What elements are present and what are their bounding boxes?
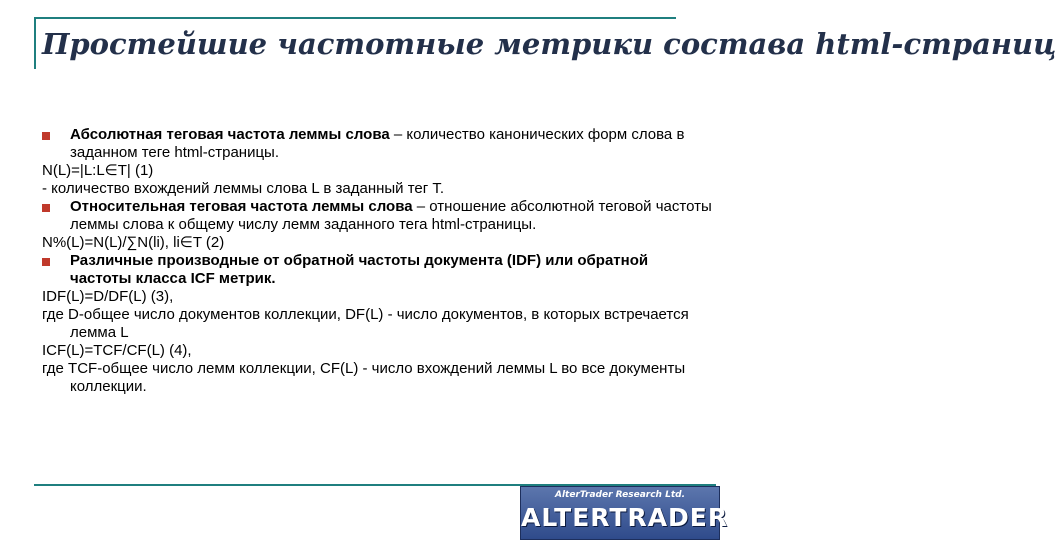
bullet-item [42, 198, 712, 234]
formula-4-explanation: где TCF-общее число лемм коллекции, CF(L) - число вхождений леммы L во все документы коллекции. [42, 360, 686, 395]
bullet-square-icon [42, 258, 50, 266]
bullet-square-icon [42, 132, 50, 140]
altertrader-logo [520, 486, 729, 540]
formula-1: N(L)=|L:L∈T| (1) [42, 162, 154, 179]
bullet-square-icon [42, 204, 50, 212]
formula-2: N%(L)=N(L)/∑N(li), li∈T (2) [42, 234, 225, 251]
formula-1-explanation: - количество вхождений леммы слова L в заданный тег T. [42, 180, 445, 197]
logo-company-name: AlterTrader Research Ltd. [554, 490, 685, 500]
definition-text: – отношение абсолютной теговой частоты леммы слова к общему числу лемм заданного тега html-страницы. [70, 198, 712, 233]
term-absolute-frequency: Абсолютная теговая частота леммы слова [70, 126, 390, 143]
bullet-item [42, 252, 712, 288]
term-idf-icf: Различные производные от обратной частоты документа (IDF) или обратной частоты класса ICF метрик. [70, 252, 649, 287]
left-rule [34, 17, 36, 69]
term-relative-frequency: Относительная теговая частота леммы слова [70, 198, 413, 215]
definition-text: – количество канонических форм слова в заданном теге html-страницы. [70, 126, 685, 161]
logo-wordmark: ALTERTRADER [521, 503, 729, 532]
formula-3: IDF(L)=D/DF(L) (3), [42, 288, 174, 305]
formula-3-explanation: где D-общее число документов коллекции, DF(L) - число документов, в которых встречается лемма L [42, 306, 689, 341]
formula-4: ICF(L)=TCF/CF(L) (4), [42, 342, 192, 359]
slide-title: Простейшие частотные метрики состава html-страниц [42, 27, 1056, 61]
top-rule [34, 17, 676, 19]
bullet-item [42, 126, 712, 162]
slide-body [42, 126, 712, 396]
